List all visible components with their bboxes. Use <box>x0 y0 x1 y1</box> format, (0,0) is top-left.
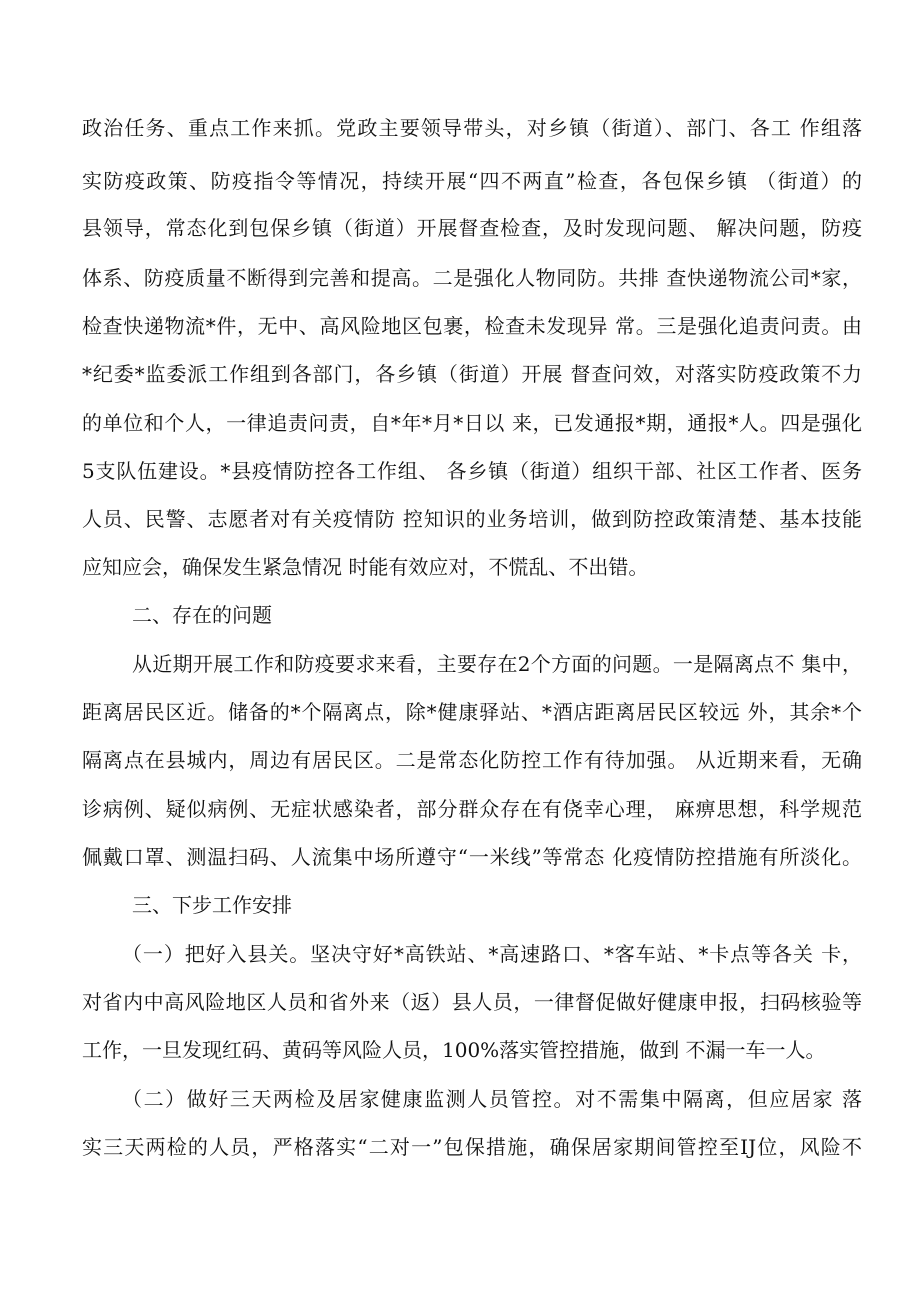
text-line: （一）把好入县关。坚决守好*高铁站、*高速路口、*客车站、*卡点等各关 卡， <box>122 942 862 966</box>
text-line: 距离居民区近。储备的*个隔离点，除*健康驿站、*酒店距离居民区较远 外，其余*个 <box>82 700 862 724</box>
text-line: 实三天两检的人员，严格落实“二对一”包保措施，确保居家期间管控至IJ位，风险不 <box>82 1135 862 1159</box>
text-line: 工作，一旦发现红码、黄码等风险人员，100%落实管控措施，做到 不漏一车一人。 <box>82 1038 826 1062</box>
text-line: 检查快递物流*件，无中、高风险地区包裹，检查未发现异 常。三是强化追责问责。由 <box>82 314 862 338</box>
text-line: 的单位和个人，一律追责问责，自*年*月*日以 来，已发通报*期，通报*人。四是强化 <box>82 411 862 435</box>
text-line: 人员、民警、志愿者对有关疫情防 控知识的业务培训，做到防控政策清楚、基本技能 <box>82 507 862 531</box>
text-line: 隔离点在县城内，周边有居民区。二是常态化防控工作有待加强。 从近期来看，无确 <box>82 748 862 772</box>
text-line: 诊病例、疑似病例、无症状感染者，部分群众存在有侥幸心理， 麻痹思想，科学规范 <box>82 797 862 821</box>
text-line: 政治任务、重点工作来抓。党政主要领导带头，对乡镇（街道）、部门、各工 作组落 <box>82 116 862 140</box>
text-line: 实防疫政策、防疫指令等情况，持续开展“四不两直”检查，各包保乡镇 （街道）的 <box>82 169 862 193</box>
text-line: 5支队伍建设。*县疫情防控各工作组、 各乡镇（街道）组织干部、社区工作者、医务 <box>82 459 862 483</box>
text-line: *纪委*监委派工作组到各部门，各乡镇（街道）开展 督查问效，对落实防疫政策不力 <box>82 362 862 386</box>
section-heading-problems: 二、存在的问题 <box>132 603 272 627</box>
text-line: 佩戴口罩、测温扫码、人流集中场所遵守“一米线”等常态 化疫情防控措施有所淡化。 <box>82 845 862 869</box>
text-line: 应知应会，确保发生紧急情况 时能有效应对，不慌乱、不出错。 <box>82 555 649 579</box>
text-line: 体系、防疫质量不断得到完善和提高。二是强化人物同防。共排 查快递物流公司*家， <box>82 266 862 290</box>
text-line: 县领导，常态化到包保乡镇（街道）开展督查检查，及时发现问题、 解决问题，防疫 <box>82 216 862 240</box>
text-line: （二）做好三天两检及居家健康监测人员管控。对不需集中隔离，但应居家 落 <box>122 1087 862 1111</box>
text-line: 从近期开展工作和防疫要求来看，主要存在2个方面的问题。一是隔离点不 集中， <box>132 652 862 676</box>
section-heading-next-steps: 三、下步工作安排 <box>132 893 292 917</box>
text-line: 对省内中高风险地区人员和省外来（返）县人员，一律督促做好健康申报，扫码核验等 <box>82 990 862 1014</box>
